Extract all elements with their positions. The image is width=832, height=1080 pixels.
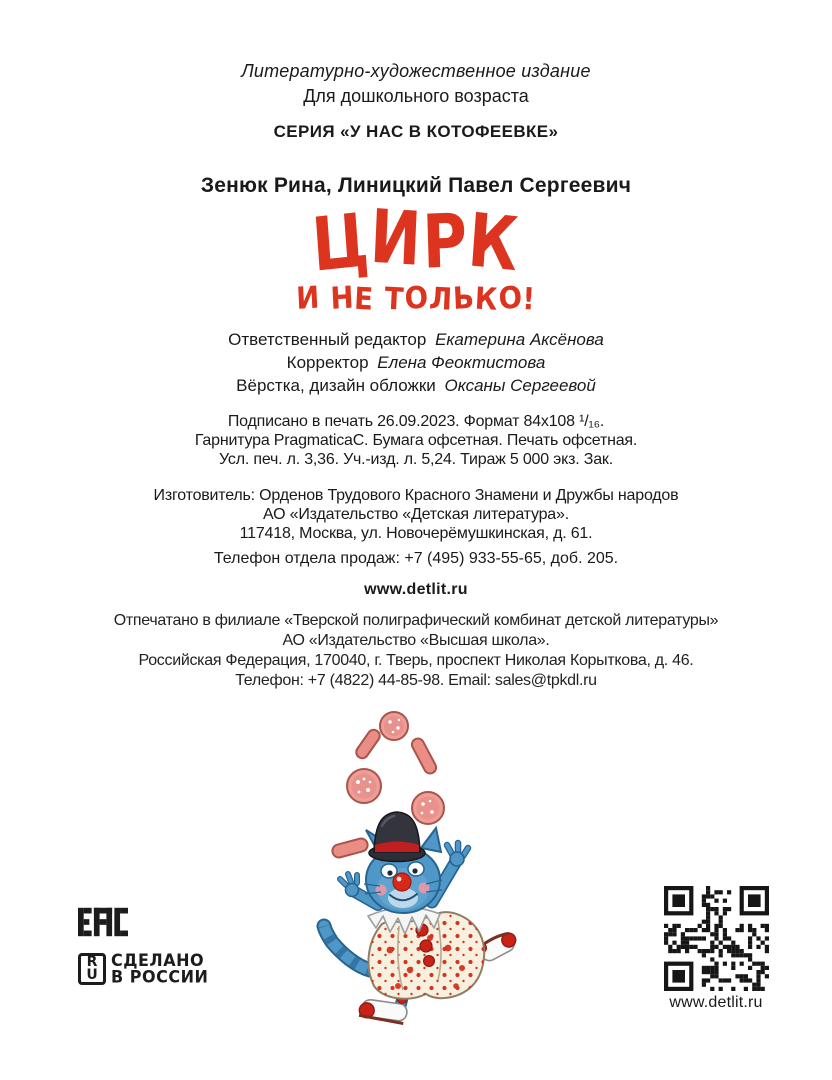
made-in-russia-logo	[78, 950, 209, 987]
print-info-line: Гарнитура PragmaticaC. Бумага офсетная. Печать офсетная.	[194, 432, 638, 449]
proofreader-name: Елена Феоктистова	[377, 353, 546, 372]
publisher-block	[0, 486, 832, 543]
made-in-russia-line1: СДЕЛАНО	[111, 950, 205, 971]
age-category-line: Для дошкольного возраста	[303, 86, 529, 106]
sales-phone-line: Телефон отдела продаж: +7 (495) 933-55-65, доб. 205.	[213, 550, 619, 567]
qr-caption: www.detlit.ru	[669, 994, 763, 1011]
editor-name: Екатерина Аксёнова	[435, 330, 604, 349]
printer-block	[0, 611, 832, 691]
ru-code-top: R	[86, 954, 98, 970]
staff-credits	[0, 328, 832, 397]
made-in-russia-text	[111, 952, 208, 986]
ru-code-bottom: U	[86, 967, 98, 983]
editor-label: Ответственный редактор	[228, 330, 427, 349]
publisher-line: 117418, Москва, ул. Новочерёмушкинская, д. 61.	[239, 525, 593, 542]
printer-line: Российская Федерация, 170040, г. Тверь, проспект Николая Корыткова, д. 46.	[138, 652, 694, 669]
publisher-website: www.detlit.ru	[364, 581, 468, 598]
qr-code-icon	[664, 886, 769, 991]
proofreader-label: Корректор	[286, 353, 369, 372]
edition-type-line: Литературно-художественное издание	[241, 61, 591, 81]
print-info-block	[0, 412, 832, 469]
eac-certification-mark-icon	[78, 897, 128, 947]
layout-label: Вёрстка, дизайн обложки	[236, 376, 436, 395]
editor-credit	[0, 328, 832, 351]
proofreader-credit	[0, 351, 832, 374]
print-info-line: Усл. печ. л. 3,36. Уч.-изд. л. 5,24. Тираж 5 000 экз. Зак.	[219, 451, 613, 468]
made-in-russia-line2: В РОССИИ	[111, 966, 209, 987]
publisher-line: Изготовитель: Орденов Трудового Красного Знамени и Дружбы народов	[153, 487, 679, 504]
made-in-russia-ru-box	[78, 953, 106, 985]
layout-credit	[0, 374, 832, 397]
print-info-line: Подписано в печать 26.09.2023. Формат 84х108 ¹/₁₆.	[227, 413, 605, 430]
publisher-line: АО «Издательство «Детская литература».	[263, 506, 569, 523]
book-title: ЦИРК	[308, 193, 524, 289]
layout-name: Оксаны Сергеевой	[444, 376, 596, 395]
book-subtitle: И НЕ ТОЛЬКО!	[295, 279, 537, 318]
series-line: СЕРИЯ «У НАС В КОТОФЕЕВКЕ»	[273, 122, 559, 141]
printer-line: АО «Издательство «Высшая школа».	[282, 632, 550, 649]
printer-line: Отпечатано в филиале «Тверской полиграфический комбинат детской литературы»	[113, 612, 719, 629]
authors-line: Зенюк Рина, Линицкий Павел Сергеевич	[200, 174, 632, 197]
cat-clown-illustration-icon	[298, 698, 560, 1046]
printer-line: Телефон: +7 (4822) 44-85-98. Email: sales@tpkdl.ru	[235, 672, 597, 689]
